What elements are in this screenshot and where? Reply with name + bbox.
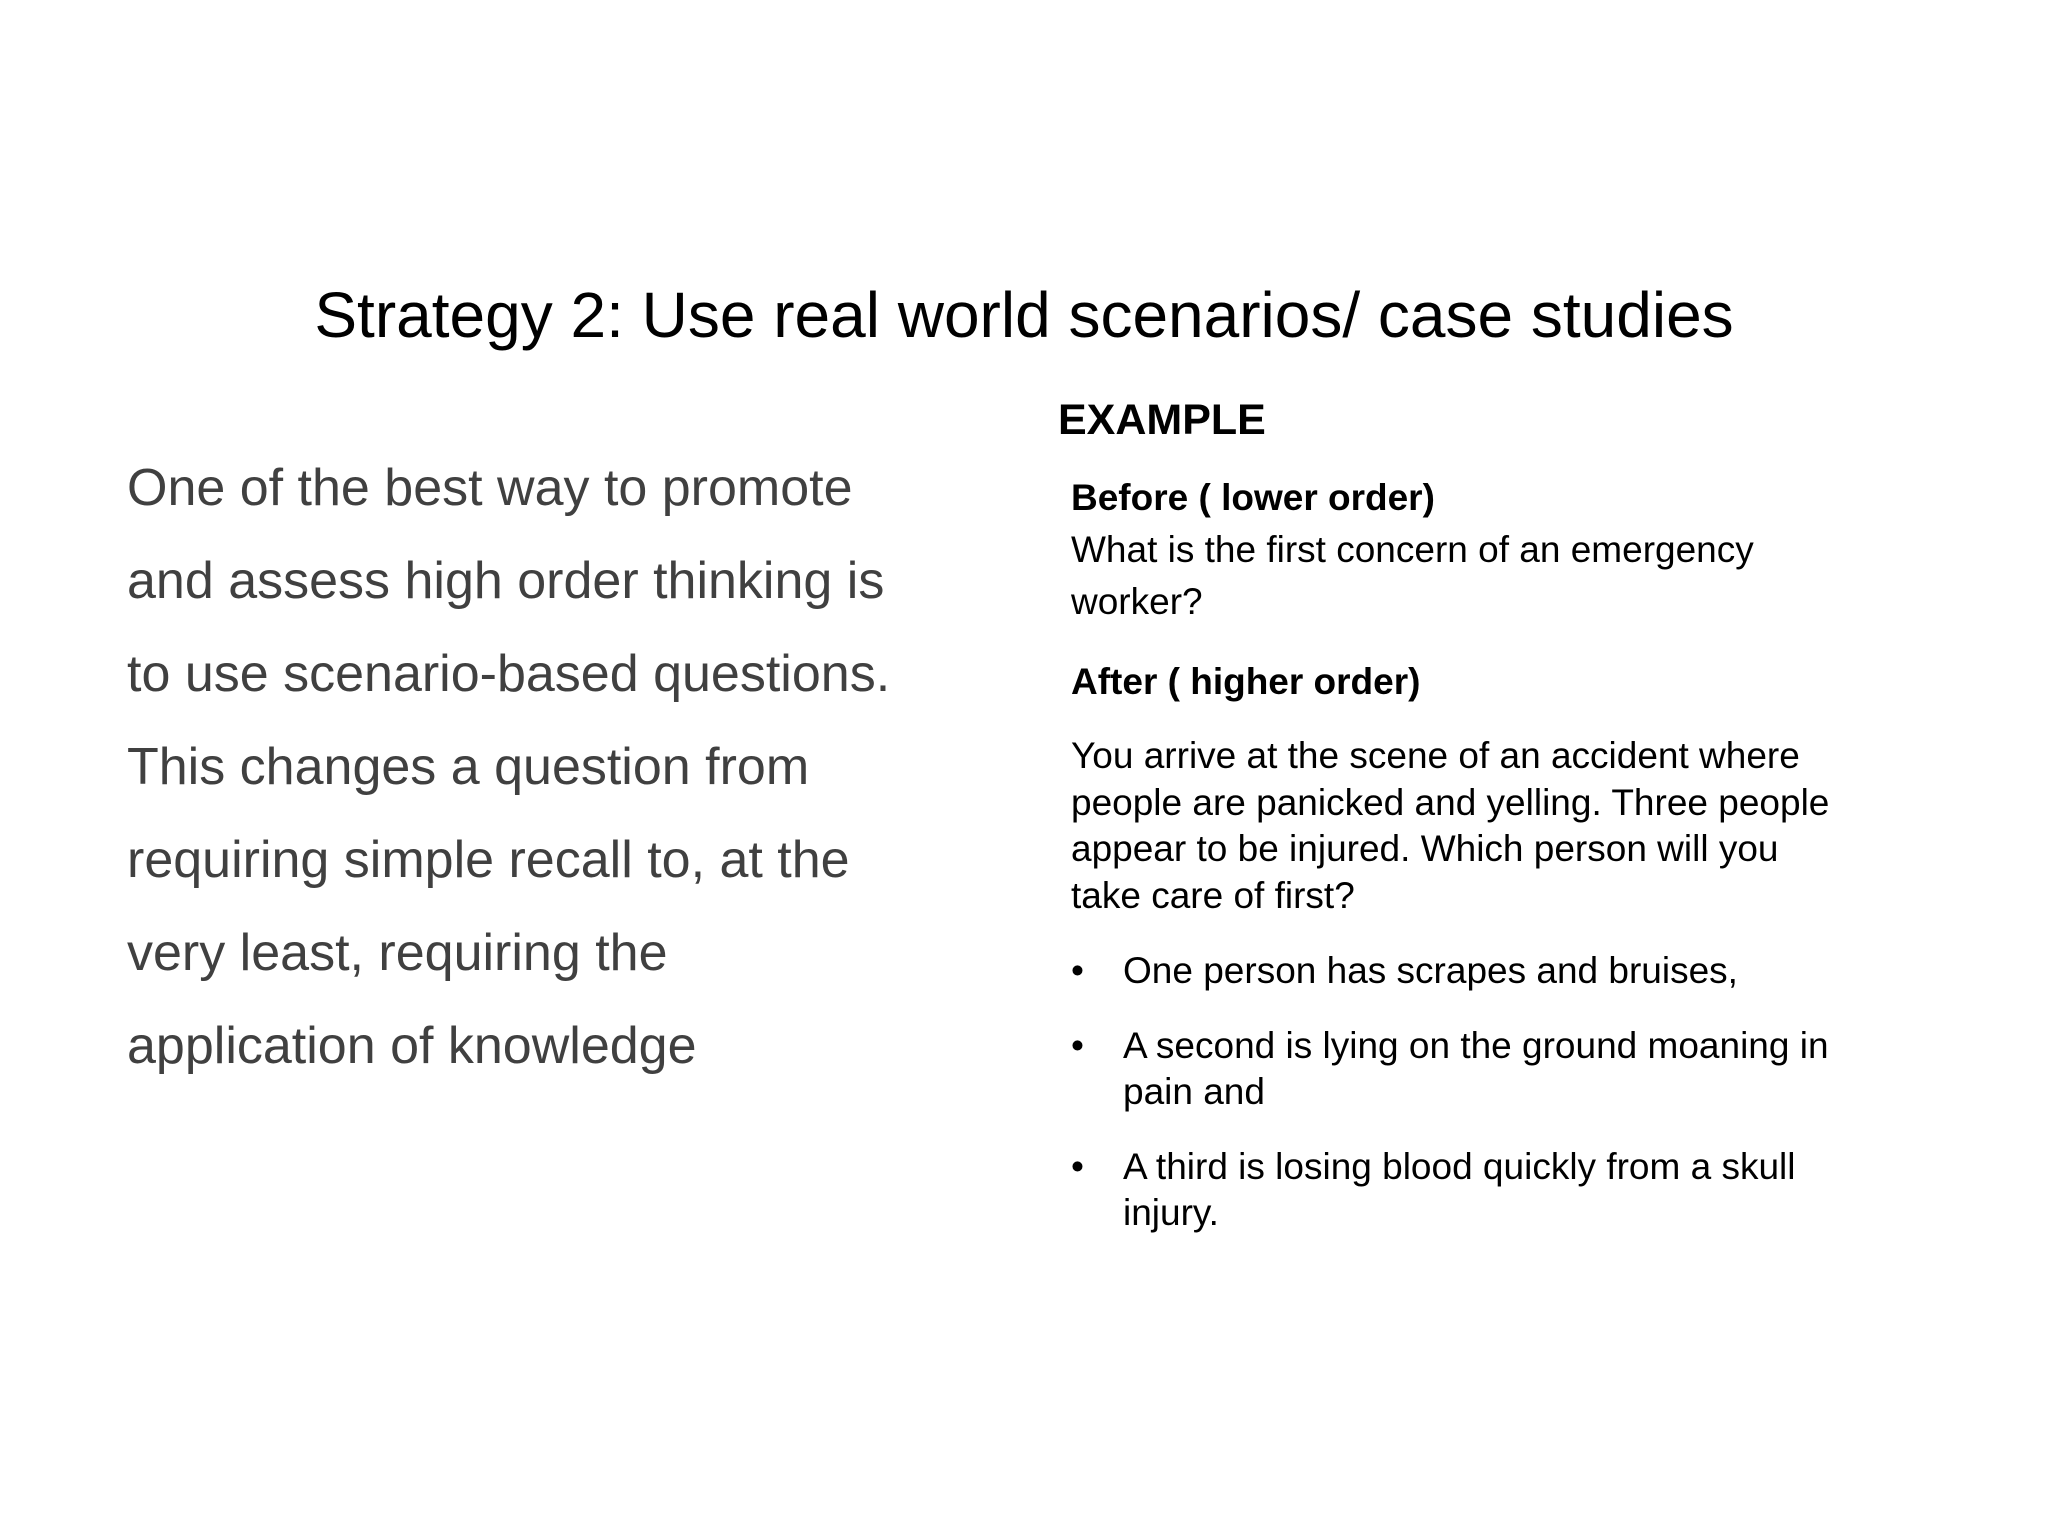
bullet-line: injury. — [1123, 1192, 1219, 1233]
intro-line: to use scenario-based questions. — [127, 645, 891, 703]
after-label: After ( higher order) — [1071, 661, 1421, 702]
intro-line: and assess high order thinking is — [127, 552, 885, 610]
bullet-list — [1071, 948, 1971, 1265]
intro-line: requiring simple recall to, at the — [127, 831, 850, 889]
bullet-icon: • — [1071, 950, 1084, 991]
bullet-line: pain and — [1123, 1071, 1265, 1112]
intro-line: This changes a question from — [127, 738, 810, 796]
list-item — [1071, 948, 1971, 995]
scenario-line: take care of first? — [1071, 874, 1355, 916]
bullet-icon: • — [1071, 1024, 1084, 1066]
intro-paragraph — [127, 442, 987, 1093]
bullet-line: One person has scrapes and bruises, — [1123, 950, 1738, 991]
bullet-line: A second is lying on the ground moaning in — [1123, 1024, 1829, 1066]
scenario-line: appear to be injured. Which person will you — [1071, 828, 1779, 869]
intro-line: application of knowledge — [127, 1017, 697, 1075]
list-item — [1071, 1144, 1971, 1237]
slide-title: Strategy 2: Use real world scenarios/ case studies — [314, 279, 1734, 351]
before-label: Before ( lower order) — [1071, 477, 1435, 518]
intro-line: One of the best way to promote — [127, 459, 853, 517]
list-item — [1071, 1023, 1971, 1116]
example-heading: EXAMPLE — [1058, 396, 1266, 444]
before-question-line: worker? — [1071, 581, 1203, 622]
bullet-icon: • — [1071, 1145, 1084, 1187]
scenario-line: You arrive at the scene of an accident where — [1071, 735, 1800, 776]
before-question-line: What is the first concern of an emergency — [1071, 529, 1754, 570]
scenario-line: people are panicked and yelling. Three people — [1071, 781, 1830, 823]
bullet-line: A third is losing blood quickly from a skull — [1123, 1145, 1796, 1187]
scenario-paragraph — [1071, 733, 1829, 919]
intro-line: very least, requiring the — [127, 924, 668, 982]
